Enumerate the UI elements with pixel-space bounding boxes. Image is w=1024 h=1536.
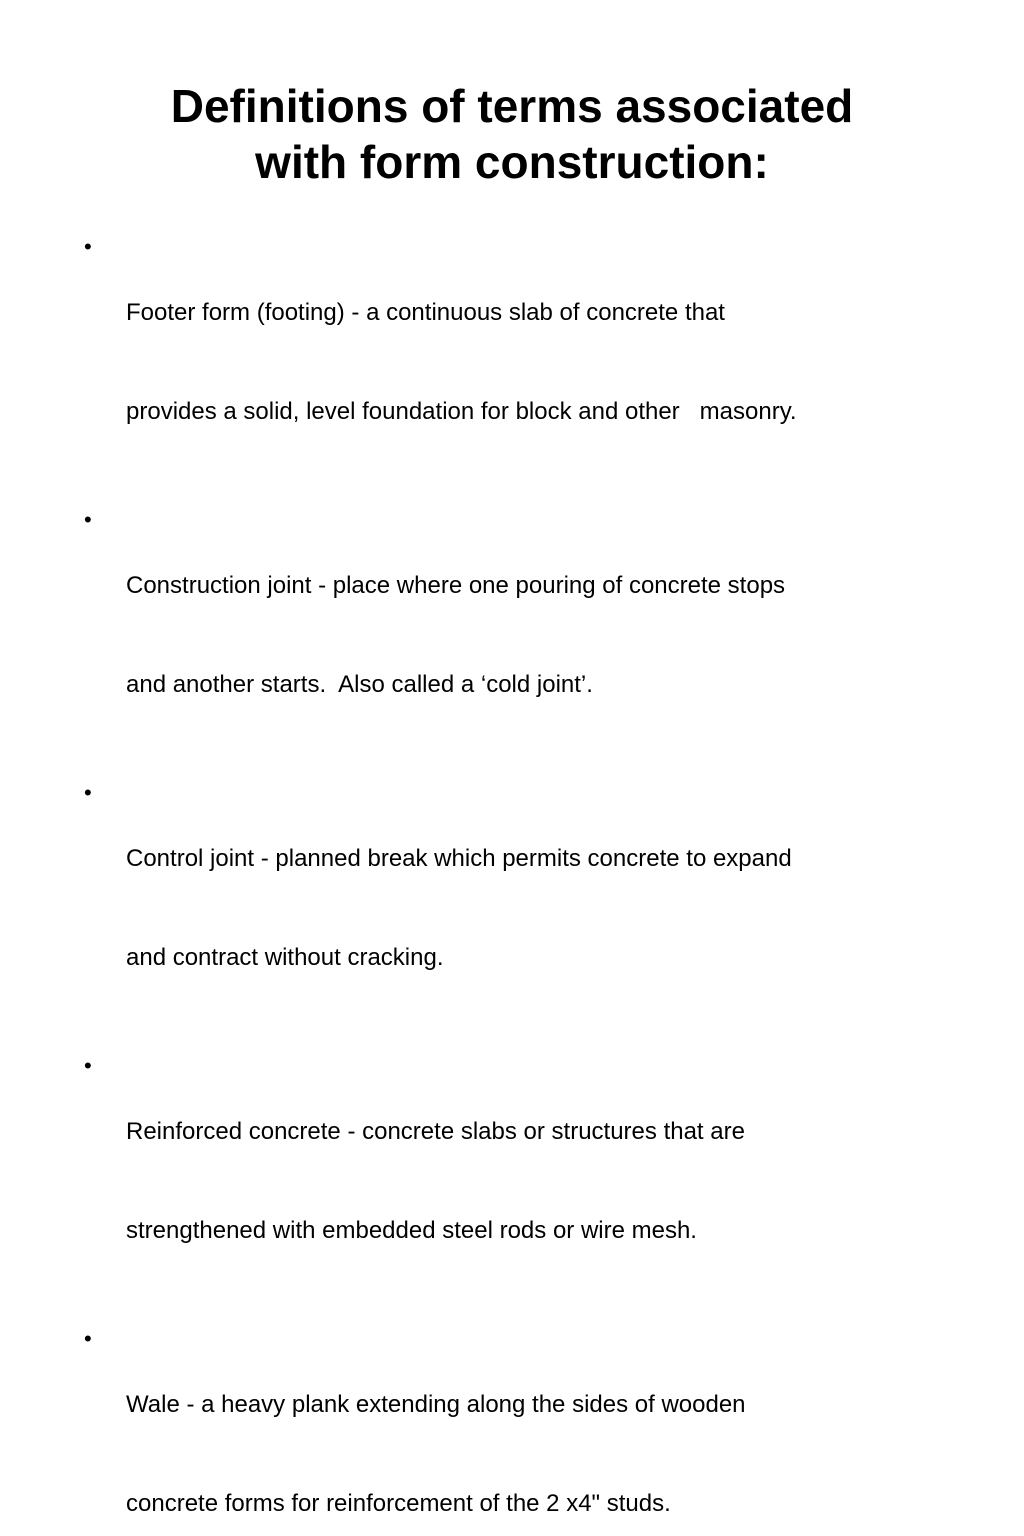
definition-text (126, 503, 944, 767)
definition-item-footer-form (84, 230, 944, 494)
definition-text (126, 776, 944, 1040)
definition-text (126, 1322, 944, 1536)
definition-item-reinforced-concrete (84, 1049, 944, 1313)
bullet-icon: • (84, 1326, 92, 1351)
slide-title-line-1: Definitions of terms associated (170, 80, 854, 132)
bullet-icon: • (84, 780, 92, 805)
definition-text (126, 1049, 944, 1313)
slide-title-line-2: with form construction: (255, 136, 769, 188)
definition-line: strengthened with embedded steel rods or wire mesh. (126, 1217, 697, 1244)
bullet-icon: • (84, 1053, 92, 1078)
definitions-list (84, 230, 944, 1536)
slide-title (80, 78, 944, 190)
definition-item-wale (84, 1322, 944, 1536)
definition-line: Control joint - planned break which permits concrete to expand (126, 845, 792, 872)
bullet-icon: • (84, 507, 92, 532)
definition-line: Wale - a heavy plank extending along the sides of wooden (126, 1391, 746, 1418)
definition-text (126, 230, 944, 494)
definition-line: concrete forms for reinforcement of the 2 x4" studs. (126, 1490, 671, 1517)
definition-line: and another starts. Also called a ‘cold joint’. (126, 671, 593, 698)
definition-line: Reinforced concrete - concrete slabs or structures that are (126, 1118, 745, 1145)
definition-line: provides a solid, level foundation for block and other masonry. (126, 398, 797, 425)
definition-line: Footer form (footing) - a continuous slab of concrete that (126, 299, 725, 326)
definition-item-control-joint (84, 776, 944, 1040)
definition-line: Construction joint - place where one pouring of concrete stops (126, 572, 786, 599)
definition-line: and contract without cracking. (126, 944, 444, 971)
definition-item-construction-joint (84, 503, 944, 767)
bullet-icon: • (84, 234, 92, 259)
